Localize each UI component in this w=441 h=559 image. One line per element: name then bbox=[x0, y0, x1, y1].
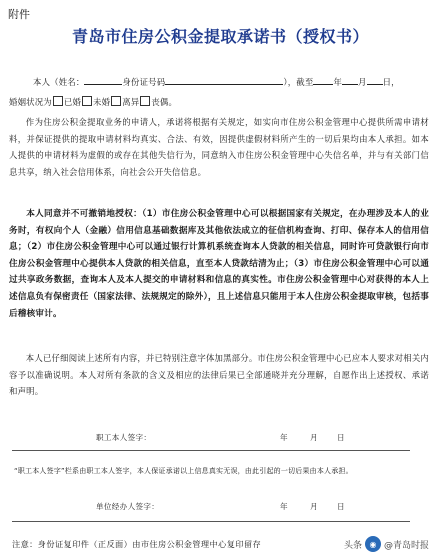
newspaper-logo-icon: ◉ bbox=[365, 536, 381, 552]
unit-sign-month: 月 bbox=[310, 502, 318, 511]
unit-signature-label: 单位经办人签字： bbox=[96, 502, 160, 511]
widowed-checkbox[interactable] bbox=[140, 96, 150, 106]
year-blank[interactable] bbox=[313, 74, 333, 85]
id-copy-note: 注意：身份证复印件（正反面）由市住房公积金管理中心复印留存 bbox=[12, 539, 262, 549]
employee-sign-month: 月 bbox=[310, 433, 318, 442]
unit-divider bbox=[12, 521, 410, 522]
divorced-checkbox[interactable] bbox=[111, 96, 121, 106]
employee-signature-label: 职工本人签字： bbox=[96, 433, 152, 442]
watermark-source: @青岛时报 bbox=[383, 540, 429, 551]
watermark-platform: 头条 bbox=[343, 540, 362, 551]
month-blank[interactable] bbox=[342, 74, 358, 85]
unmarried-checkbox[interactable] bbox=[82, 96, 92, 106]
marriage-line: 婚姻状况为 已婚 未婚 离异 丧偶。 bbox=[9, 97, 178, 107]
authorization-paragraph: 本人同意并不可撤销地授权：（1）市住房公积金管理中心可以根据国家有关规定，在办理涉及本人的业务时，有权向个人（金融）信用信息基础数据库及其他依法成立的征信机构查询、打印、保存本人的信用信息；（2）市住房公积金管理中心可以通过银行计算机系统查询本人贷款的相关信息，同时许可贷款银行向市住房公积金管理中心提供本人贷款的相关信息，直至本人贷款结清为止；（3）市住房公积金管理中心可以通过共享政务数据，查询本人及本人提交的申请材料和信息的真实性。市住房公积金管理中心对获得的本人上述信息负有保密责任（国家法律、法规规定的除外），且上述信息只能用于本人住房公积金提取审核，包括事后稽核审计。 bbox=[9, 209, 429, 319]
employee-sign-day: 日 bbox=[337, 433, 345, 442]
signature-divider bbox=[12, 450, 410, 451]
unit-sign-day: 日 bbox=[337, 502, 345, 511]
commitment-paragraph: 作为住房公积金提取业务的申请人，承诺将根据有关规定，如实向市住房公积金管理中心提供所需申请材料，并保证提供的提取申请材料均真实、合法、有效，因提供虚假材料所产生的一切后果均由本人承担。如本人提供的申请材料为虚假的或存在其他失信行为，同意纳入市住房公积金管理中心失信名单，并与有关部门信息共享，纳入社会信用体系，向社会公开失信信息。 bbox=[9, 117, 429, 177]
unit-sign-year: 年 bbox=[280, 502, 288, 511]
acknowledgement-paragraph: 本人已仔细阅读上述所有内容，并已特别注意字体加黑部分。市住房公积金管理中心已应本人要求对相关内容予以准确说明。本人对所有条款的含义及相应的法律后果已全部通晓并充分理解，自愿作出上述授权、承诺和声明。 bbox=[9, 353, 429, 397]
married-checkbox[interactable] bbox=[53, 96, 63, 106]
signature-footnote: “职工本人签字”栏系由职工本人签字，本人保证承诺以上信息真实无误，由此引起的一切后果由本人承担。 bbox=[14, 467, 353, 475]
name-blank[interactable] bbox=[84, 74, 122, 85]
identity-line: 本人（姓名： 身份证号码 ），截至 年 月 日， bbox=[9, 74, 438, 91]
day-blank[interactable] bbox=[367, 74, 383, 85]
source-watermark bbox=[340, 534, 433, 554]
employee-sign-year: 年 bbox=[280, 433, 288, 442]
id-number-blank[interactable] bbox=[165, 74, 283, 85]
attachment-label: 附件 bbox=[8, 8, 30, 21]
document-title: 青岛市住房公积金提取承诺书（授权书） bbox=[71, 27, 369, 46]
